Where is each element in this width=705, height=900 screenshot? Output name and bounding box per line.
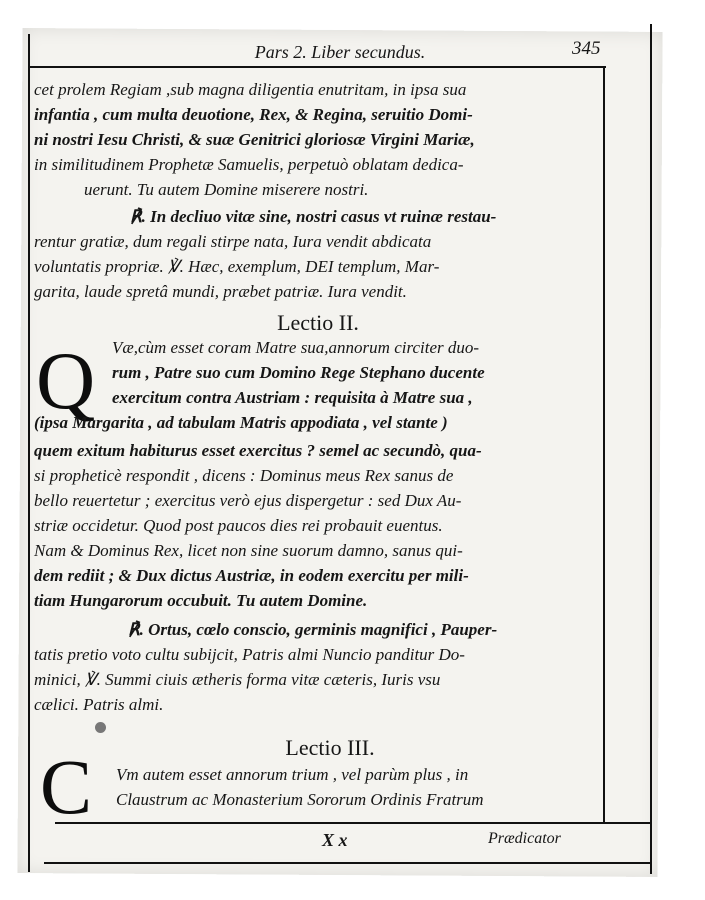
body-line: exercitum contra Austriam : requisita à Matre sua , — [112, 388, 473, 407]
body-line: striæ occidetur. Quod post paucos dies rei probauit euentus. — [34, 516, 443, 535]
body-line: in similitudinem Prophetæ Samuelis, perpetuò oblatam dedica- — [34, 155, 464, 174]
text-right-rule-line — [603, 66, 605, 822]
body-line: rentur gratiæ, dum regali stirpe nata, Iura vendit abdicata — [34, 232, 432, 251]
lectio-heading: Lectio II. — [277, 310, 359, 335]
body-line: Nam & Dominus Rex, licet non sine suorum damno, sanus qui- — [34, 541, 463, 560]
body-line: Claustrum ac Monasterium Sororum Ordinis Fratrum — [116, 790, 484, 809]
body-line: cet prolem Regiam ,sub magna diligentia enutritam, in ipsa sua — [34, 80, 467, 99]
body-line: Væ,cùm esset coram Matre sua,annorum circiter duo- — [112, 338, 480, 357]
body-line: garita, laude spretâ mundi, præbet patriæ. Iura vendit. — [34, 282, 407, 301]
body-line: si propheticè respondit , dicens : Dominus meus Rex sanus de — [34, 466, 454, 485]
body-line: bello reuertetur ; exercitus verò ejus dispergetur : sed Dux Au- — [34, 491, 462, 510]
running-head: Pars 2. Liber secundus. — [254, 42, 426, 62]
body-line: dem rediit ; & Dux dictus Austriæ, in eodem exercitu per mili- — [34, 566, 469, 585]
footer-rule-line-lower — [44, 862, 650, 864]
footer-rule-line-upper — [55, 822, 650, 824]
body-line: infantia , cum multa deuotione, Rex, & Regina, seruitio Domi- — [34, 105, 473, 124]
page-number: 345 — [572, 38, 601, 59]
body-line: voluntatis propriæ. ℣. Hæc, exemplum, DEI templum, Mar- — [34, 257, 440, 276]
body-line: minici, ℣. Summi ciuis ætheris forma vitæ cæteris, Iuris vsu — [34, 670, 441, 689]
drop-capital: Q — [36, 335, 96, 426]
body-line: ni nostri Iesu Christi, & suæ Genitrici gloriosæ Virgini Mariæ, — [34, 130, 475, 149]
body-line: tatis pretio voto cultu subijcit, Patris almi Nuncio panditur Do- — [34, 645, 465, 664]
body-line: Vm autem esset annorum trium , vel parùm plus , in — [116, 765, 469, 784]
drop-capital: C — [40, 743, 93, 830]
ink-blot — [95, 722, 106, 733]
header-rule-line — [28, 66, 606, 68]
signature-mark: X x — [322, 830, 348, 850]
body-line: cælici. Patris almi. — [34, 695, 164, 714]
lectio-heading: Lectio III. — [285, 735, 375, 760]
responsory-line: ℟. In decliuo vitæ sine, nostri casus vt ruinæ restau- — [130, 207, 497, 226]
body-line: (ipsa Margarita , ad tabulam Matris appodiata , vel stante ) — [34, 413, 448, 432]
body-line: quem exitum habiturus esset exercitus ? semel ac secundò, qua- — [34, 441, 482, 460]
body-line: tiam Hungarorum occubuit. Tu autem Domine. — [34, 591, 368, 610]
responsory-line: ℟. Ortus, cœlo conscio, germinis magnifici , Pauper- — [128, 620, 498, 639]
right-border-line — [650, 24, 652, 874]
left-border-line — [28, 34, 30, 872]
body-line: uerunt. Tu autem Domine miserere nostri. — [84, 180, 369, 199]
body-line: rum , Patre suo cum Domino Rege Stephano ducente — [112, 363, 485, 382]
catchword: Prædicator — [488, 830, 561, 847]
